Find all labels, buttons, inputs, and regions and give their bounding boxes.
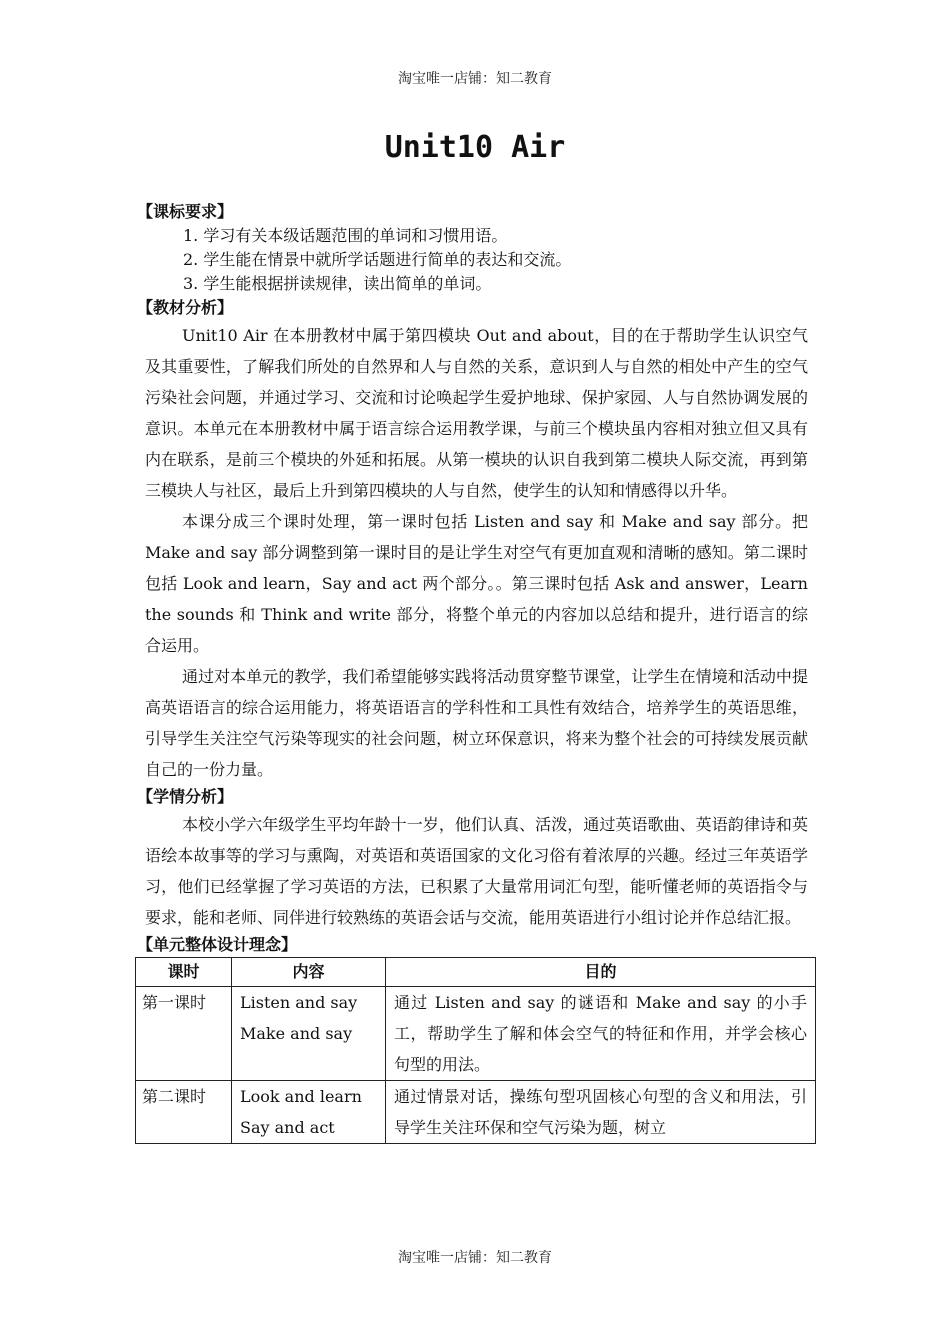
curriculum-item: 2. 学生能在情景中就所学话题进行简单的表达和交流。	[183, 250, 572, 269]
goal-cell: 通过 Listen and say 的谜语和 Make and say 的小手工，帮助学生了解和体会空气的特征和作用，并学会核心句型的用法。	[386, 987, 816, 1081]
design-heading: 【单元整体设计理念】	[137, 935, 298, 954]
students-paragraph: 本校小学六年级学生平均年龄十一岁，他们认真、活泼，通过英语歌曲、英语韵律诗和英语绘本故事等的学习与熏陶，对英语和英语国家的文化习俗有着浓厚的兴趣。经过三年英语学习，他们已经掌握了学习英语的方法，已积累了大量常用词汇句型，能听懂老师的英语指令与要求，能和老师、同伴进行较熟练的英语会话与交流，能用英语进行小组讨论并作总结汇报。	[145, 815, 808, 927]
column-header-lesson: 课时	[136, 958, 232, 987]
page-footer: 淘宝唯一店铺：知二教育	[398, 1250, 552, 1266]
textbook-heading: 【教材分析】	[137, 298, 234, 317]
textbook-paragraph: 通过对本单元的教学，我们希望能够实践将活动贯穿整节课堂，让学生在情境和活动中提高英语语言的综合运用能力，将英语语言的学科性和工具性有效结合，培养学生的英语思维，引导学生关注空气污染等现实的社会问题，树立环保意识，将来为整个社会的可持续发展贡献自己的一份力量。	[145, 667, 808, 779]
curriculum-item: 1. 学习有关本级话题范围的单词和习惯用语。	[183, 226, 508, 245]
curriculum-item: 3. 学生能根据拼读规律，读出简单的单词。	[183, 274, 492, 293]
content-item: Say and act	[240, 1118, 335, 1137]
document-body	[137, 200, 808, 1144]
curriculum-heading: 【课标要求】	[137, 202, 234, 221]
lesson-cell: 第二课时	[136, 1081, 232, 1144]
students-heading: 【学情分析】	[137, 787, 234, 806]
table-header-row	[136, 958, 816, 987]
column-header-goal: 目的	[386, 958, 816, 987]
content-item: Listen and say	[240, 993, 358, 1012]
unit-design-table	[135, 957, 816, 1144]
page-header: 淘宝唯一店铺：知二教育	[398, 71, 552, 87]
table-row	[136, 1081, 816, 1144]
table-row	[136, 987, 816, 1081]
page-title: Unit10 Air	[384, 130, 566, 165]
lesson-cell: 第一课时	[136, 987, 232, 1081]
textbook-paragraph: Unit10 Air 在本册教材中属于第四模块 Out and about，目的在于帮助学生认识空气及其重要性，了解我们所处的自然界和人与自然的关系，意识到人与自然的相处中产生的空气污染社会问题，并通过学习、交流和讨论唤起学生爱护地球、保护家园、人与自然协调发展的意识。本单元在本册教材中属于语言综合运用教学课，与前三个模块虽内容相对独立但又具有内在联系，是前三个模块的外延和拓展。从第一模块的认识自我到第二模块人际交流，再到第三模块人与社区，最后上升到第四模块的人与自然，使学生的认知和情感得以升华。	[145, 326, 808, 500]
goal-cell: 通过情景对话，操练句型巩固核心句型的含义和用法，引导学生关注环保和空气污染为题，树立	[386, 1081, 816, 1144]
column-header-content: 内容	[232, 958, 386, 987]
content-cell	[232, 1081, 386, 1144]
textbook-paragraph: 本课分成三个课时处理，第一课时包括 Listen and say 和 Make and say 部分。把 Make and say 部分调整到第一课时目的是让学生对空气有更加直观和清晰的感知。第二课时包括 Look and learn，Say and act 两个部分。。第三课时包括 Ask and answer，Learn the sounds 和 Think and write 部分，将整个单元的内容加以总结和提升，进行语言的综合运用。	[145, 512, 808, 655]
content-item: Look and learn	[240, 1087, 362, 1106]
content-cell	[232, 987, 386, 1081]
content-item: Make and say	[240, 1024, 353, 1043]
